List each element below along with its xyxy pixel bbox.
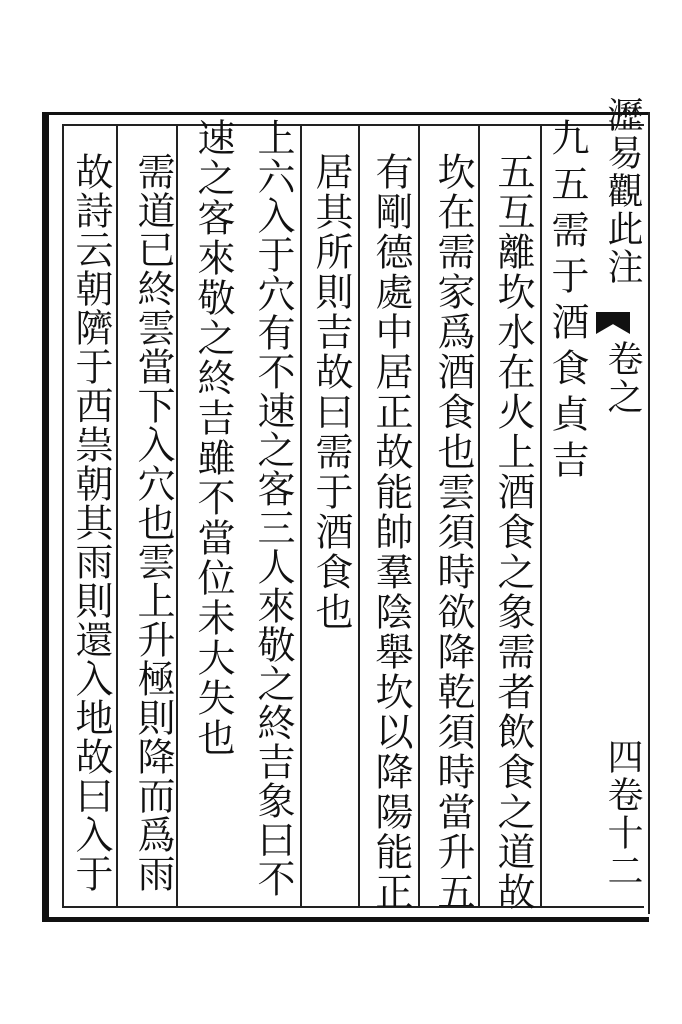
column-rule [358, 124, 360, 906]
text-column-6: 上六入于穴有不速之客三人來敬之終吉象曰不 [251, 118, 295, 898]
column-rule [540, 124, 542, 906]
text-column-1: 九五需于酒食貞吉 [545, 118, 589, 486]
text-column-9: 故詩云朝隮于西祟朝其雨則還入地故曰入于 [69, 152, 113, 893]
text-column-7: 速之客來敬之終吉雖不當位未大失也 [191, 118, 235, 758]
text-column-2: 五互離坎水在火上酒食之象需者飲食之道故 [491, 152, 535, 912]
volume-label: 卷之 [602, 340, 643, 416]
column-rule [418, 124, 420, 906]
centerfold-rule [648, 112, 650, 914]
text-column-5: 居其所則吉故曰需于酒食也 [309, 152, 353, 632]
column-rule [116, 124, 118, 906]
column-rule [478, 124, 480, 906]
text-column-3: 坎在需家爲酒食也雲須時欲降乾須時當升五 [431, 152, 475, 912]
text-column-4: 有剛德處中居正故能帥羣陰舉坎以降陽能正 [369, 152, 413, 912]
text-column-8: 需道已終雲當下入穴也雲上升極則降而爲雨 [131, 152, 175, 893]
book-title: 瀝易觀此注 [602, 96, 643, 286]
column-rule [176, 124, 178, 906]
column-rule [300, 124, 302, 906]
catalog-label: 四卷十二 [602, 738, 643, 890]
